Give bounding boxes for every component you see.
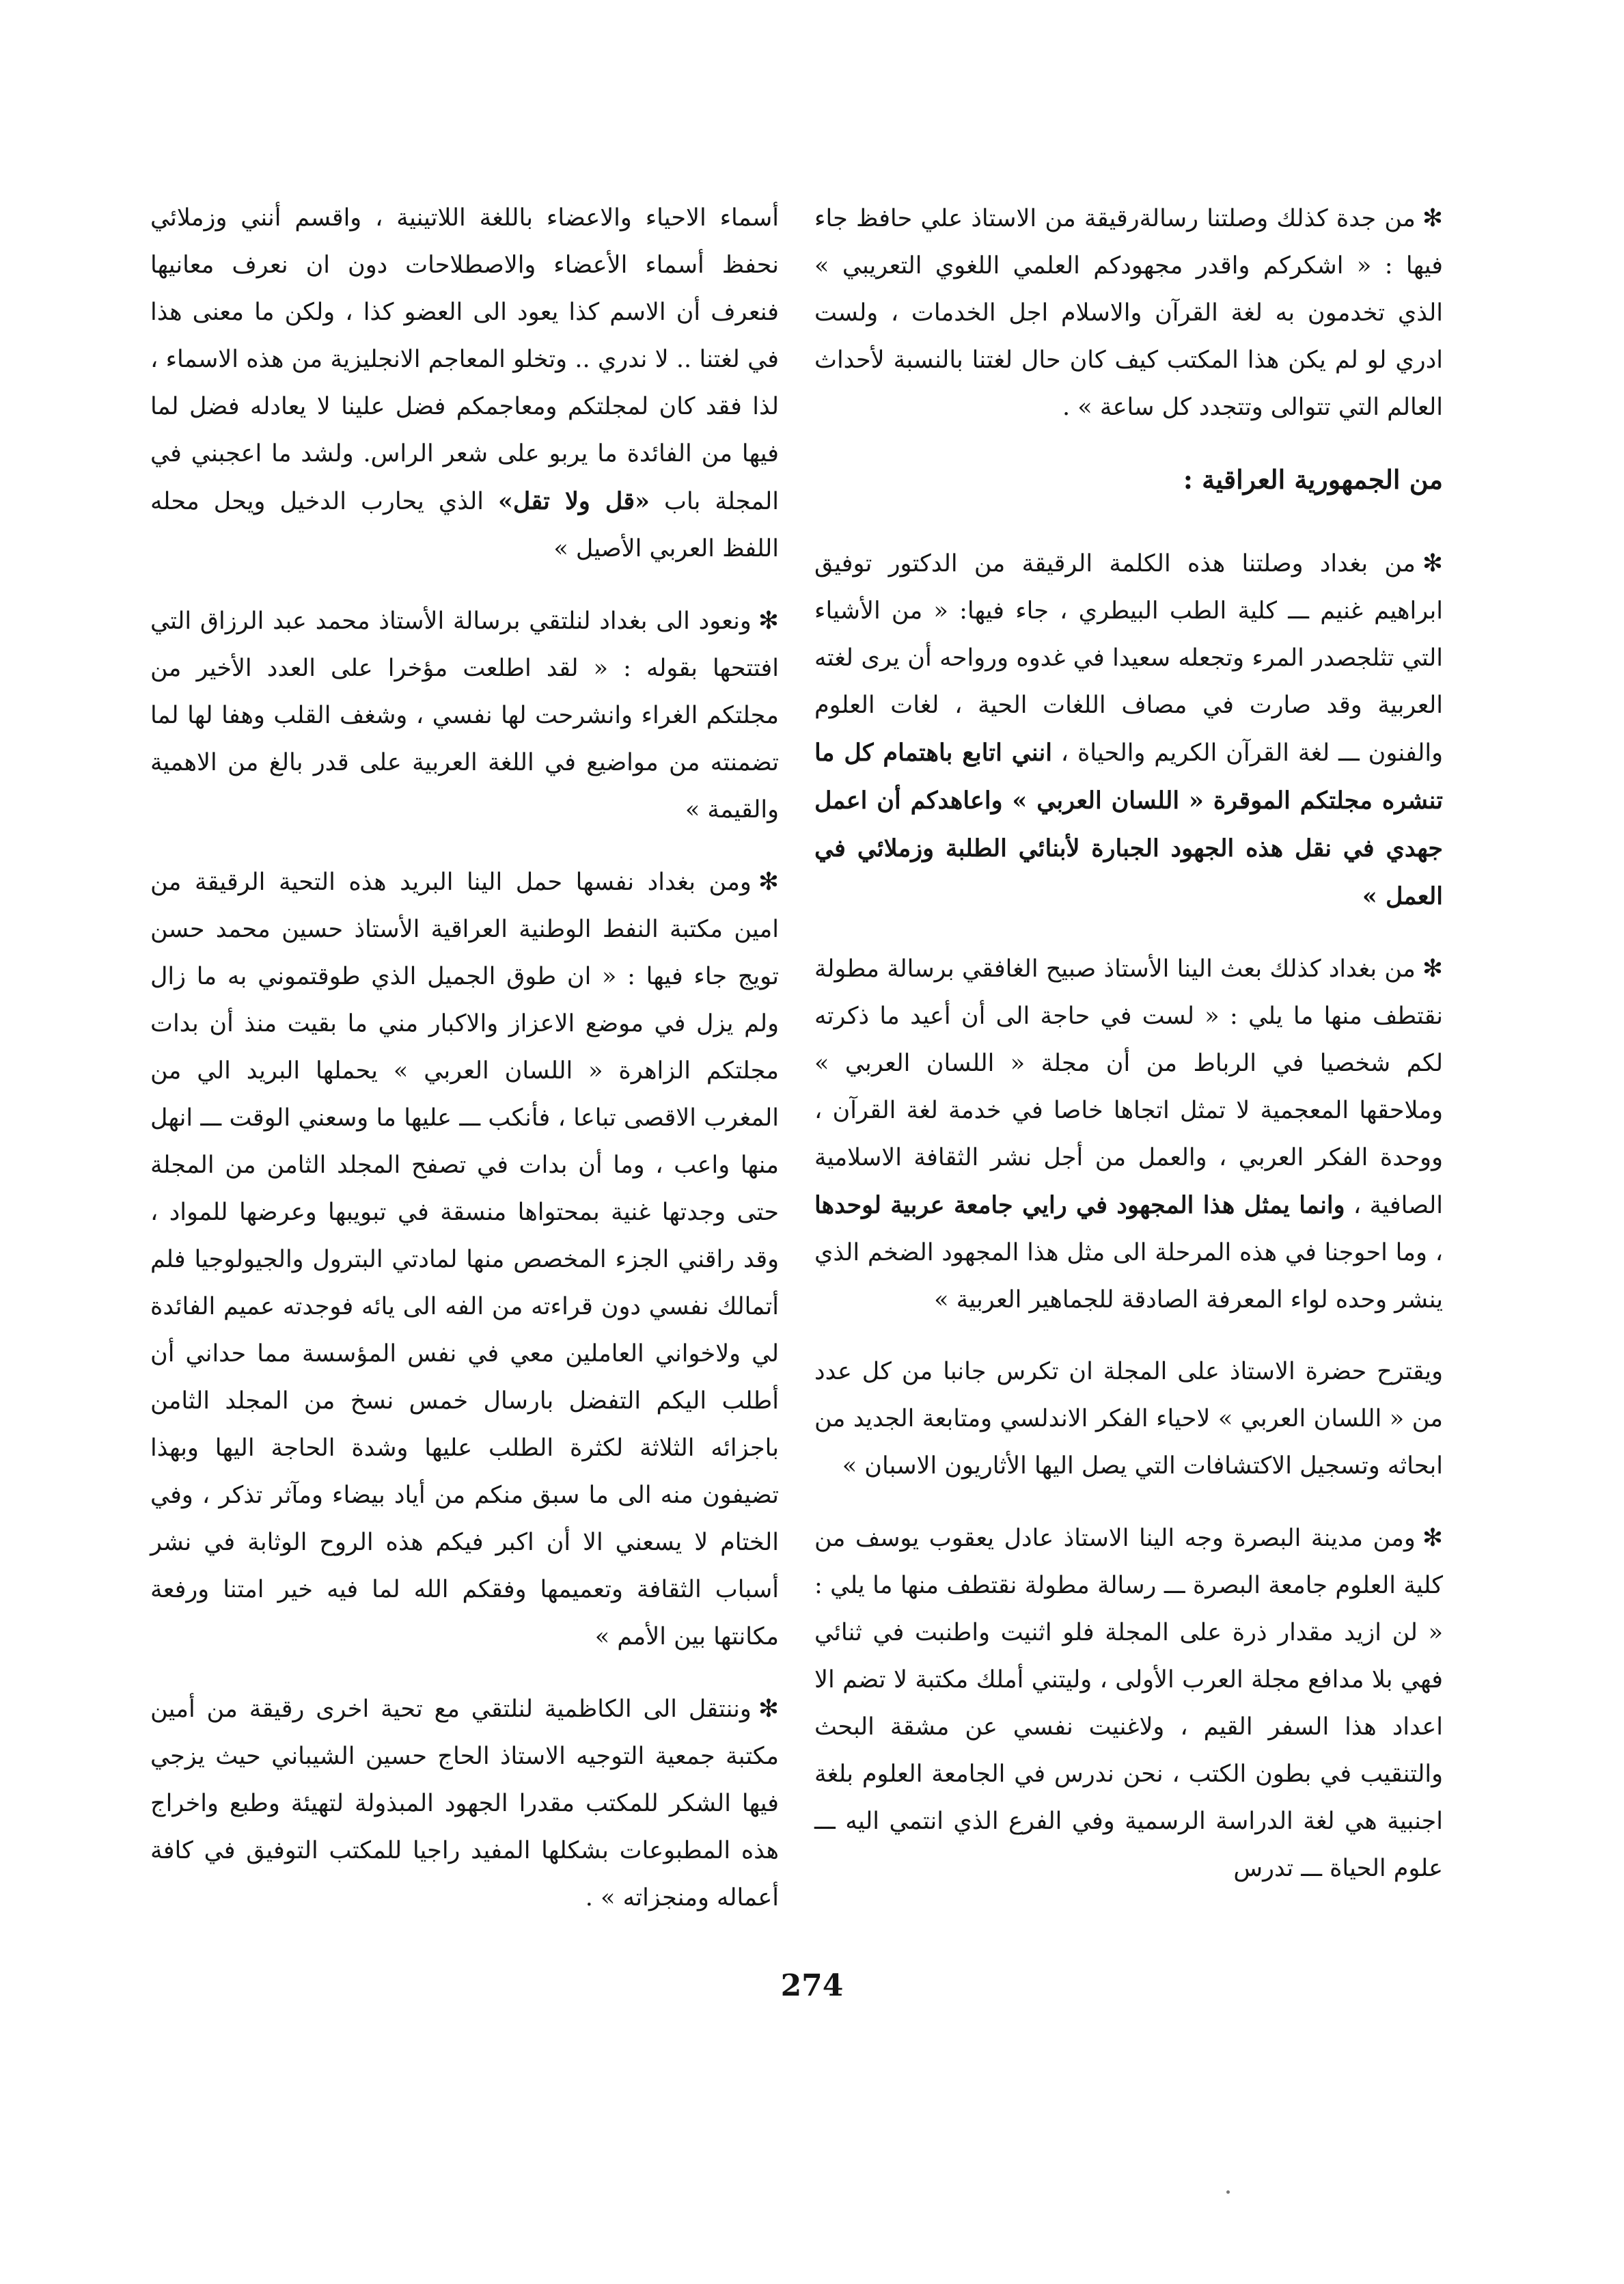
paragraph-baghdad-abdulrazzaq	[150, 597, 779, 834]
right-column	[814, 195, 1443, 1917]
paragraph-basra	[814, 1514, 1443, 1892]
paragraph-jeddah	[814, 195, 1443, 431]
asterisk-icon: ✻	[1422, 204, 1443, 232]
asterisk-icon: ✻	[758, 1695, 779, 1723]
paragraph-text: ومن بغداد نفسها حمل الينا البريد هذه التحية الرقيقة من امين مكتبة النفط الوطنية العراقية الأستاذ حسين محمد حسن تويج جاء فيها : « ان طوق الجميل الذي طوقتموني به ما زال ولم يزل في موضع الاعزاز والاكبار مني ما بقيت منذ أن بدات مجلتكم الزاهرة « اللسان العربي » يحملها البريد الي من المغرب الاقصى تباعا ، فأنكب ـــ عليها ما وسعني الوقت ـــ انهل منها واعب ، وما أن بدات في تصفح المجلد الثامن من المجلة حتى وجدتها غنية بمحتواها منسقة في تبويبها وعرضها للمواد ، وقد راقني الجزء المخصص منها لمادتي البترول والجيولوجيا فلم أتمالك نفسي دون قراءته من الفه الى يائه فوجدته عميم الفائدة لي ولاخواني العاملين معي في نفس المؤسسة مما حداني أن أطلب اليكم التفضل بارسال خمس نسخ من المجلد الثامن باجزائه الثلاثة لكثرة الطلب عليها وشدة الحاجة اليها وبهذا تضيفون منه الى ما سبق منكم من أياد بيضاء ومآثر تذكر ، وفي الختام لا يسعني الا أن اكبر فيكم هذه الروح الوثابة في نشر أسباب الثقافة وتعميمها وفقكم الله لما فيه خير امتنا ورفعة مكانتها بين الأمم »	[150, 869, 779, 1650]
paragraph-bold-text: انني اتابع باهتمام كل ما تنشره مجلتكم الموقرة « اللسان العربي » واعاهدكم أن اعمل جهدي في نقل هذه الجهود الجبارة لأبنائي الطلبة وزملائي في العمل »	[814, 739, 1443, 910]
paragraph-text: ونعود الى بغداد لنلتقي برسالة الأستاذ محمد عبد الرزاق التي افتتحها بقوله : « لقد اطلعت مؤخرا على العدد الأخير من مجلتكم الغراء وانشرحت لها نفسي ، وشغف القلب وهفا لها لما تضمنته من مواضيع في اللغة العربية على قدر بالغ من الاهمية والقيمة »	[150, 608, 779, 824]
paragraph-baghdad-ghafiqi	[814, 945, 1443, 1324]
paragraph-text: من بغداد كذلك بعث الينا الأستاذ صبيح الغافقي برسالة مطولة نقتطف منها ما يلي : « لست في حاجة الى أن أعيد ما ذكرته لكم شخصيا في الرباط من أن مجلة « اللسان العربي » وملاحقها المعجمية لا تمثل اتجاها خاصا في خدمة لغة القرآن ، ووحدة الفكر العربي ، والعمل من أجل نشر الثقافة الاسلامية الصافية ،	[814, 955, 1443, 1219]
paragraph-text: الذي يحارب الدخيل ويحل محله اللفظ العربي الأصيل »	[150, 488, 779, 562]
paragraph-baghdad-ghneim	[814, 540, 1443, 921]
section-heading-iraq: من الجمهورية العراقية :	[1183, 464, 1443, 495]
left-column	[150, 195, 779, 1946]
paragraph-basra-continued	[150, 195, 779, 573]
paragraph-baghdad-oil-library	[150, 858, 779, 1661]
paragraph-text: من بغداد وصلتنا هذه الكلمة الرقيقة من الدكتور توفيق ابراهيم غنيم ـــ كلية الطب البيطري ، جاء فيها: « من الأشياء التي تثلجصدر المرء وتجعله سعيدا في غدوه ورواحه أن يرى لغته العربية وقد صارت في مصاف اللغات الحية ، لغات العلوم والفنون ـــ لغة القرآن الكريم والحياة ،	[814, 550, 1443, 767]
asterisk-icon: ✻	[758, 868, 779, 896]
paragraph-text: ، وما احوجنا في هذه المرحلة الى مثل هذا المجهود الضخم الذي ينشر وحده لواء المعرفة الصادقة للجماهير العربية »	[814, 1239, 1443, 1314]
paragraph-bold-text: «قل ولا تقل»	[498, 487, 650, 515]
paragraph-text: ومن مدينة البصرة وجه الينا الاستاذ عادل يعقوب يوسف من كلية العلوم جامعة البصرة ـــ رسالة مطولة نقتطف منها ما يلي : « لن ازيد مقدار ذرة على المجلة فلو اثنيت واطنبت في ثنائي فهي بلا مدافع مجلة العرب الأولى ، وليتني أملك مكتبة لا تضم الا اعداد هذا السفر القيم ، ولاغنيت نفسي عن مشقة البحث والتنقيب في بطون الكتب ، نحن ندرس في الجامعة العلوم بلغة اجنبية هي لغة الدراسة الرسمية وفي الفرع الذي انتمي اليه ـــ علوم الحياة ـــ تدرس	[814, 1525, 1443, 1882]
asterisk-icon: ✻	[758, 607, 779, 635]
paragraph-text: وننتقل الى الكاظمية لنلتقي مع تحية اخرى رقيقة من أمين مكتبة جمعية التوجيه الاستاذ الحاج حسين الشيباني حيث يزجي فيها الشكر للمكتب مقدرا الجهود المبذولة لتهيئة وطبع واخراج هذه المطبوعات بشكلها المفيد راجيا للمكتب التوفيق في كافة أعماله ومنجزاته » .	[150, 1696, 779, 1912]
asterisk-icon: ✻	[1422, 955, 1443, 983]
paragraph-kadhimiya	[150, 1685, 779, 1922]
paragraph-text: من جدة كذلك وصلتنا رسالةرقيقة من الاستاذ علي حافظ جاء فيها : « اشكركم واقدر مجهودكم العلمي اللغوي التعريبي » الذي تخدمون به لغة القرآن والاسلام اجل الخدمات ، ولست ادري لو لم يكن هذا المكتب كيف كان حال لغتنا بالنسبة لأحداث العالم التي تتوالى وتتجدد كل ساعة » .	[814, 205, 1443, 421]
paragraph-bold-text: وانما يمثل هذا المجهود في رايي جامعة عربية لوحدها	[814, 1191, 1345, 1219]
paragraph-proposal	[814, 1348, 1443, 1490]
paragraph-text: أسماء الاحياء والاعضاء باللغة اللاتينية ، واقسم أنني وزملائي نحفظ أسماء الأعضاء والاصطلاحات دون ان نعرف معانيها فنعرف أن الاسم كذا يعود الى العضو كذا ، ولكن ما معنى هذا في لغتنا .. لا ندري .. وتخلو المعاجم الانجليزية من هذه الاسماء ، لذا فقد كان لمجلتكم ومعاجمكم فضل علينا لا يعادله فضل لما فيها من الفائدة ما يربو على شعر الراس. ولشد ما اعجبني في المجلة باب	[150, 204, 779, 515]
page-number: 274	[780, 1968, 844, 2003]
asterisk-icon: ✻	[1422, 549, 1443, 577]
asterisk-icon: ✻	[1422, 1524, 1443, 1552]
paragraph-text: ويقترح حضرة الاستاذ على المجلة ان تكرس جانبا من كل عدد من « اللسان العربي » لاحياء الفكر الاندلسي ومتابعة الجديد من ابحاثه وتسجيل الاكتشافات التي يصل اليها الأثاريون الاسبان »	[814, 1358, 1443, 1480]
scan-speck	[1226, 2190, 1230, 2194]
